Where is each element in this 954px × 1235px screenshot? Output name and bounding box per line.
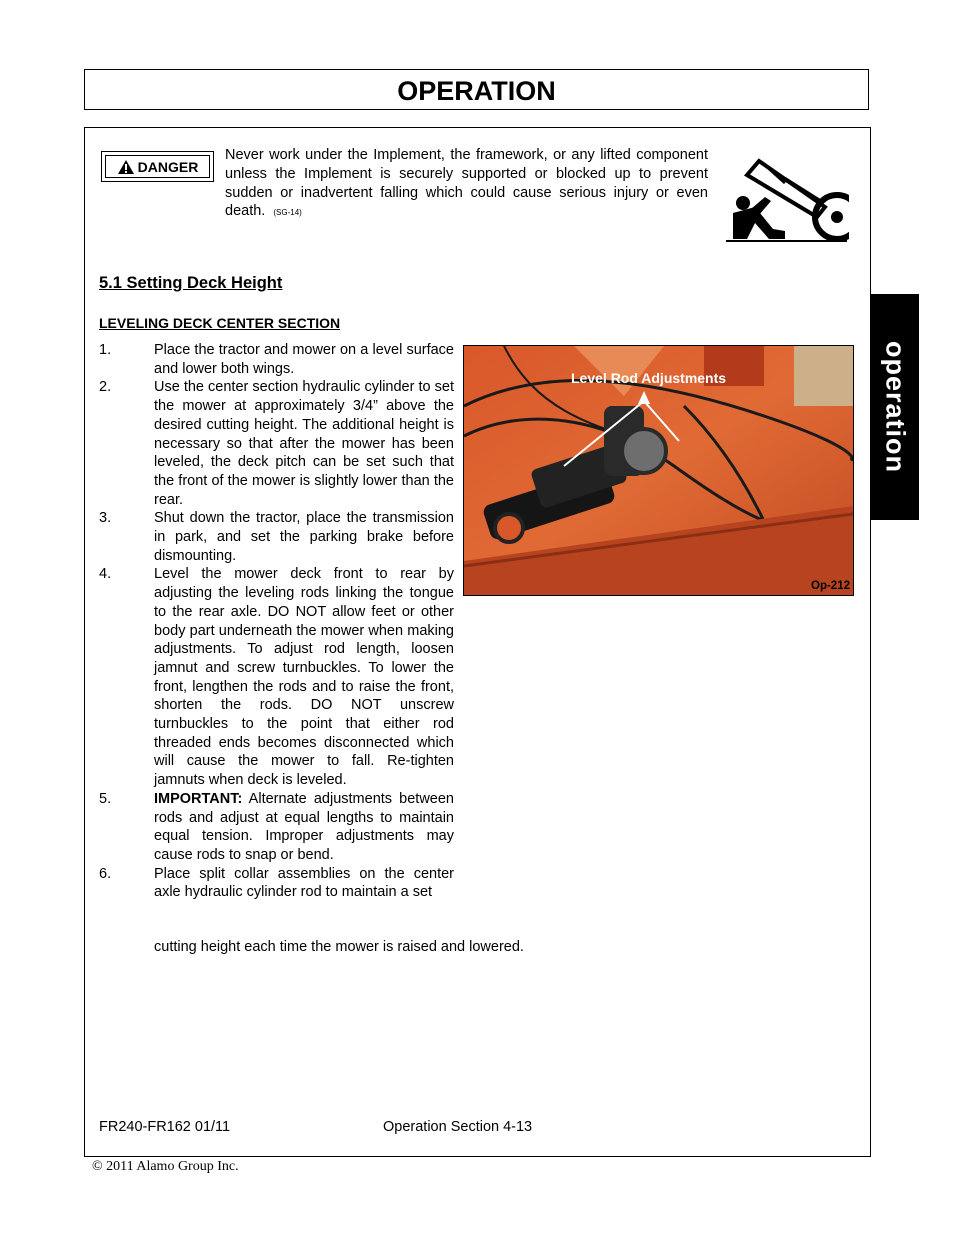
list-item xyxy=(99,378,454,509)
step-text-continued: cutting height each time the mower is raised and lowered. xyxy=(154,939,524,955)
step-number: 3. xyxy=(99,510,112,527)
warning-triangle-icon xyxy=(117,159,135,175)
step-number: 6. xyxy=(99,865,112,882)
copyright: © 2011 Alamo Group Inc. xyxy=(92,1159,239,1174)
step-text: Shut down the tractor, place the transmission in park, and set the parking brake before dismounting. xyxy=(154,510,454,564)
header-box xyxy=(84,69,869,110)
footer-model: FR240-FR162 01/11 xyxy=(99,1119,231,1135)
danger-message-text: Never work under the Implement, the framework, or any lifted component unless the Implement is securely supported or blocked up to prevent sudden or inadvertent falling which could cause serious injury or even death. xyxy=(225,147,708,220)
danger-message xyxy=(225,146,708,223)
step-number: 4. xyxy=(99,566,112,583)
side-tab-operation xyxy=(870,294,919,520)
steps-list xyxy=(99,341,454,902)
step-text-body: Alternate adjustments between rods and adjust at equal lengths to maintain equal tension. Improper adjustments may cause rods to snap or bend. xyxy=(154,790,454,863)
crushing-hazard-icon xyxy=(725,153,849,244)
step-number: 2. xyxy=(99,379,112,396)
mower-deck-photo xyxy=(463,345,854,596)
important-label: IMPORTANT: xyxy=(154,790,243,807)
danger-badge-label: DANGER xyxy=(137,158,199,175)
page-title: OPERATION xyxy=(397,76,556,106)
step-text: Place split collar assemblies on the center axle hydraulic cylinder rod to maintain a set xyxy=(154,865,454,901)
side-tab-label: operation xyxy=(880,340,910,474)
photo-caption: Level Rod Adjustments xyxy=(571,370,727,386)
step-number: 1. xyxy=(99,342,112,358)
danger-badge xyxy=(101,151,214,182)
safety-code: (SG-14) xyxy=(273,208,302,218)
step-text: Level the mower deck front to rear by adjusting the leveling rods linking the tongue to the rear axle. DO NOT allow feet or other body part underneath the mower when making adjustments. To adjust rod length, loosen jamnut and screw turnbuckles. To lower the front, lengthen the rods and to raise the front, shorten the rods. DO NOT unscrew turnbuckles to the point that either rod threaded ends becomes disconnected which will cause the mower to fall. Re-tighten jamnuts when deck is leveled. xyxy=(154,566,454,789)
list-item xyxy=(99,565,454,789)
list-item xyxy=(99,509,454,565)
step-text: Place the tractor and mower on a level surface and lower both wings. xyxy=(154,342,454,377)
section-title: 5.1 Setting Deck Height xyxy=(99,274,283,292)
list-item xyxy=(99,790,454,865)
step-text: Use the center section hydraulic cylinder to set the mower at approximately 3/4” above the desired cutting height. The additional height is necessary so that after the mower has been leveled, the deck pitch can be set such that the front of the mower is slightly lower than the rear. xyxy=(154,379,454,508)
figure-code: Op-212 xyxy=(811,580,850,592)
step-number: 5. xyxy=(99,790,112,807)
step-text xyxy=(154,790,454,865)
list-item xyxy=(99,341,454,378)
section-subtitle: LEVELING DECK CENTER SECTION xyxy=(99,315,341,331)
footer-page-number: Operation Section 4-13 xyxy=(383,1119,533,1135)
danger-badge-inner xyxy=(105,155,210,178)
list-item xyxy=(99,865,454,902)
